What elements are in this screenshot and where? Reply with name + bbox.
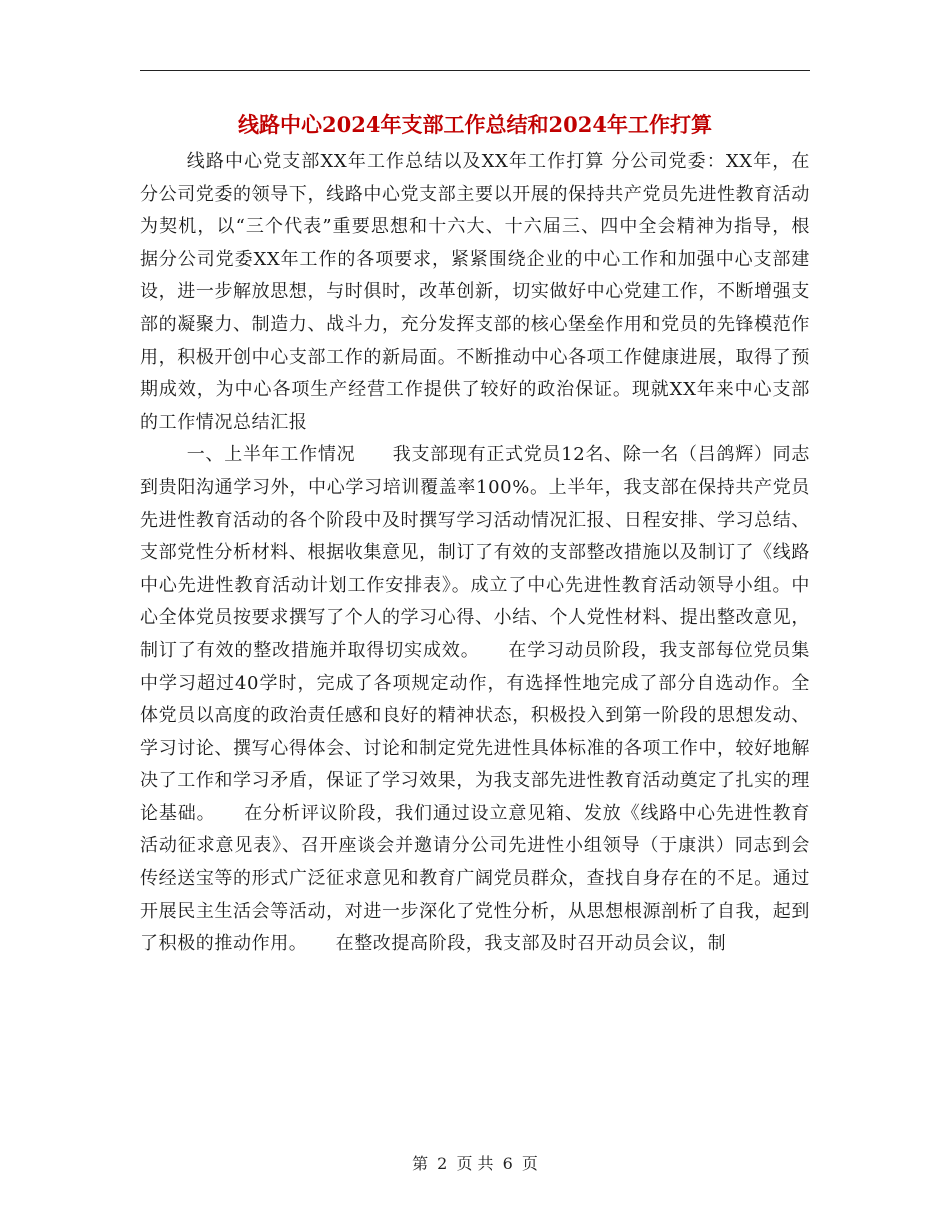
header-rule bbox=[140, 70, 810, 71]
footer-suffix: 页 bbox=[521, 1154, 538, 1173]
document-body bbox=[140, 146, 810, 961]
footer-middle: 页 共 bbox=[456, 1154, 494, 1173]
body-paragraph: 线路中心党支部XX年工作总结以及XX年工作打算 分公司党委：XX年，在分公司党委的领导下，线路中心党支部主要以开展的保持共产党员先进性教育活动为契机，以“三个代表”重要思想和十六大、十六届三、四中全会精神为指导，根据分公司党委XX年工作的各项要求，紧紧围绕企业的中心工作和加强中心支部建设，进一步解放思想，与时俱时，改革创新，切实做好中心党建工作，不断增强支部的凝聚力、制造力、战斗力，充分发挥支部的核心堡垒作用和党员的先锋模范作用，积极开创中心支部工作的新局面。不断推动中心各项工作健康进展，取得了预期成效，为中心各项生产经营工作提供了较好的政治保证。现就XX年来中心支部的工作情况总结汇报 bbox=[140, 151, 810, 433]
document-title: 线路中心2024年支部工作总结和2024年工作打算 bbox=[238, 112, 712, 137]
footer-total-pages: 6 bbox=[502, 1154, 513, 1173]
page-footer bbox=[0, 1152, 950, 1176]
body-paragraph: 一、上半年工作情况 我支部现有正式党员12名、除一名（吕鸽辉）同志到贵阳沟通学习外，中心学习培训覆盖率100%。上半年，我支部在保持共产党员先进性教育活动的各个阶段中及时撰写学习活动情况汇报、日程安排、学习总结、支部党性分析材料、根据收集意见，制订了有效的支部整改措施以及制订了《线路中心先进性教育活动计划工作安排表》。成立了中心先进性教育活动领导小组。中心全体党员按要求撰写了个人的学习心得、小结、个人党性材料、提出整改意见，制订了有效的整改措施并取得切实成效。 在学习动员阶段，我支部每位党员集中学习超过40学时，完成了各项规定动作，有选择性地完成了部分自选动作。全体党员以高度的政治责任感和良好的精神状态，积极投入到第一阶段的思想发动、学习讨论、撰写心得体会、讨论和制定党先进性具体标准的各项工作中，较好地解决了工作和学习矛盾，保证了学习效果，为我支部先进性教育活动奠定了扎实的理论基础。 在分析评议阶段，我们通过设立意见箱、发放《线路中心先进性教育活动征求意见表》、召开座谈会并邀请分公司先进性小组领导（于康洪）同志到会传经送宝等的形式广泛征求意见和教育广阔党员群众，查找自身存在的不足。通过开展民主生活会等活动，对进一步深化了党性分析，从思想根源剖析了自我，起到了积极的推动作用。 在整改提高阶段，我支部及时召开动员会议，制 bbox=[140, 444, 810, 955]
footer-prefix: 第 bbox=[412, 1154, 429, 1173]
footer-page-number: 2 bbox=[437, 1154, 448, 1173]
